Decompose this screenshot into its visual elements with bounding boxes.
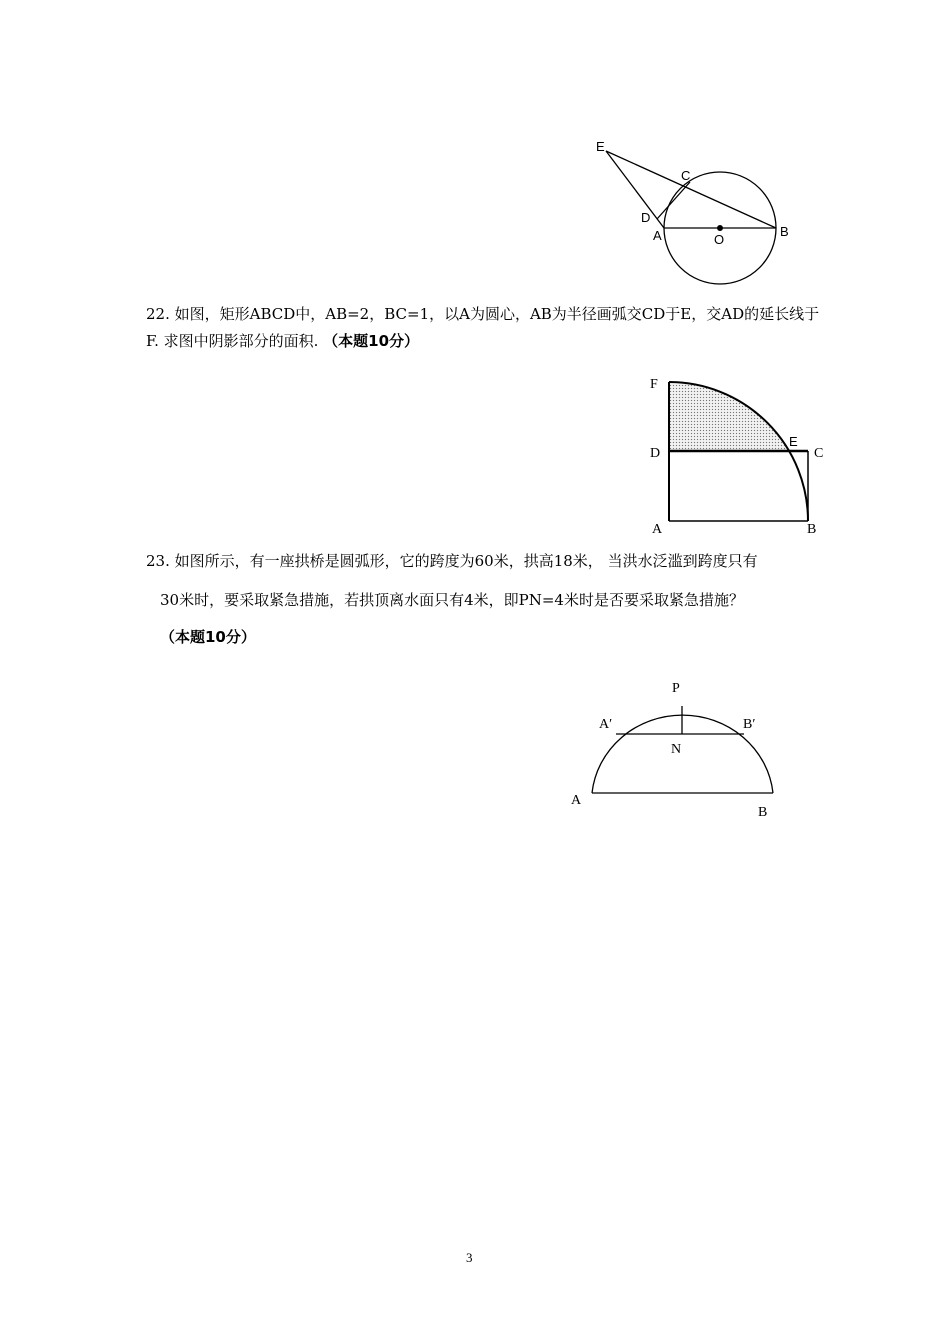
problem-22-text: F. 求图中阴影部分的面积. [146, 332, 324, 350]
label-d: D [641, 210, 651, 225]
segment-dc [657, 182, 690, 219]
arch-bridge-figure [565, 672, 780, 822]
problem-23-line-1: 23. 如图所示，有一座拱桥是圆弧形，它的跨度为60米，拱高18米， 当洪水泛滥到跨度只有 [146, 552, 758, 570]
label-a-prime: A′ [599, 717, 613, 732]
segment-eb [606, 151, 776, 228]
segment-ea [606, 151, 664, 228]
label-c: C [681, 168, 691, 183]
label-e: E [789, 434, 798, 449]
problem-22-line-2 [146, 330, 419, 352]
label-d: D [650, 446, 661, 461]
problem-22-line-1: 22. 如图，矩形ABCD中，AB=2，BC=1，以A为圆心，AB为半径画弧交CD于E，交AD的延长线于 [146, 305, 820, 323]
label-b-prime: B′ [743, 717, 756, 732]
shaded-region [669, 382, 789, 451]
label-c: C [814, 446, 824, 461]
label-b: B [807, 522, 817, 537]
label-a: A [571, 793, 582, 808]
page-number: 3 [466, 1250, 473, 1265]
problem-23-line-2: 30米时，要采取紧急措施，若拱顶离水面只有4米，即PN=4米时是否要采取紧急措施？ [160, 591, 744, 609]
label-b: B [758, 805, 768, 820]
label-a: A [652, 522, 663, 537]
center-point-o [717, 225, 723, 231]
rectangle-arc-figure [645, 372, 830, 537]
label-b: B [780, 224, 789, 239]
problem-23-score: （本题10分） [160, 628, 256, 646]
circle-tangent-figure [580, 130, 800, 290]
label-e: E [596, 139, 605, 154]
label-a: A [653, 228, 662, 243]
label-p: P [672, 681, 680, 696]
label-n: N [671, 742, 682, 757]
label-f: F [650, 377, 658, 392]
label-o: O [714, 232, 725, 247]
problem-22-score: （本题10分） [323, 332, 420, 350]
